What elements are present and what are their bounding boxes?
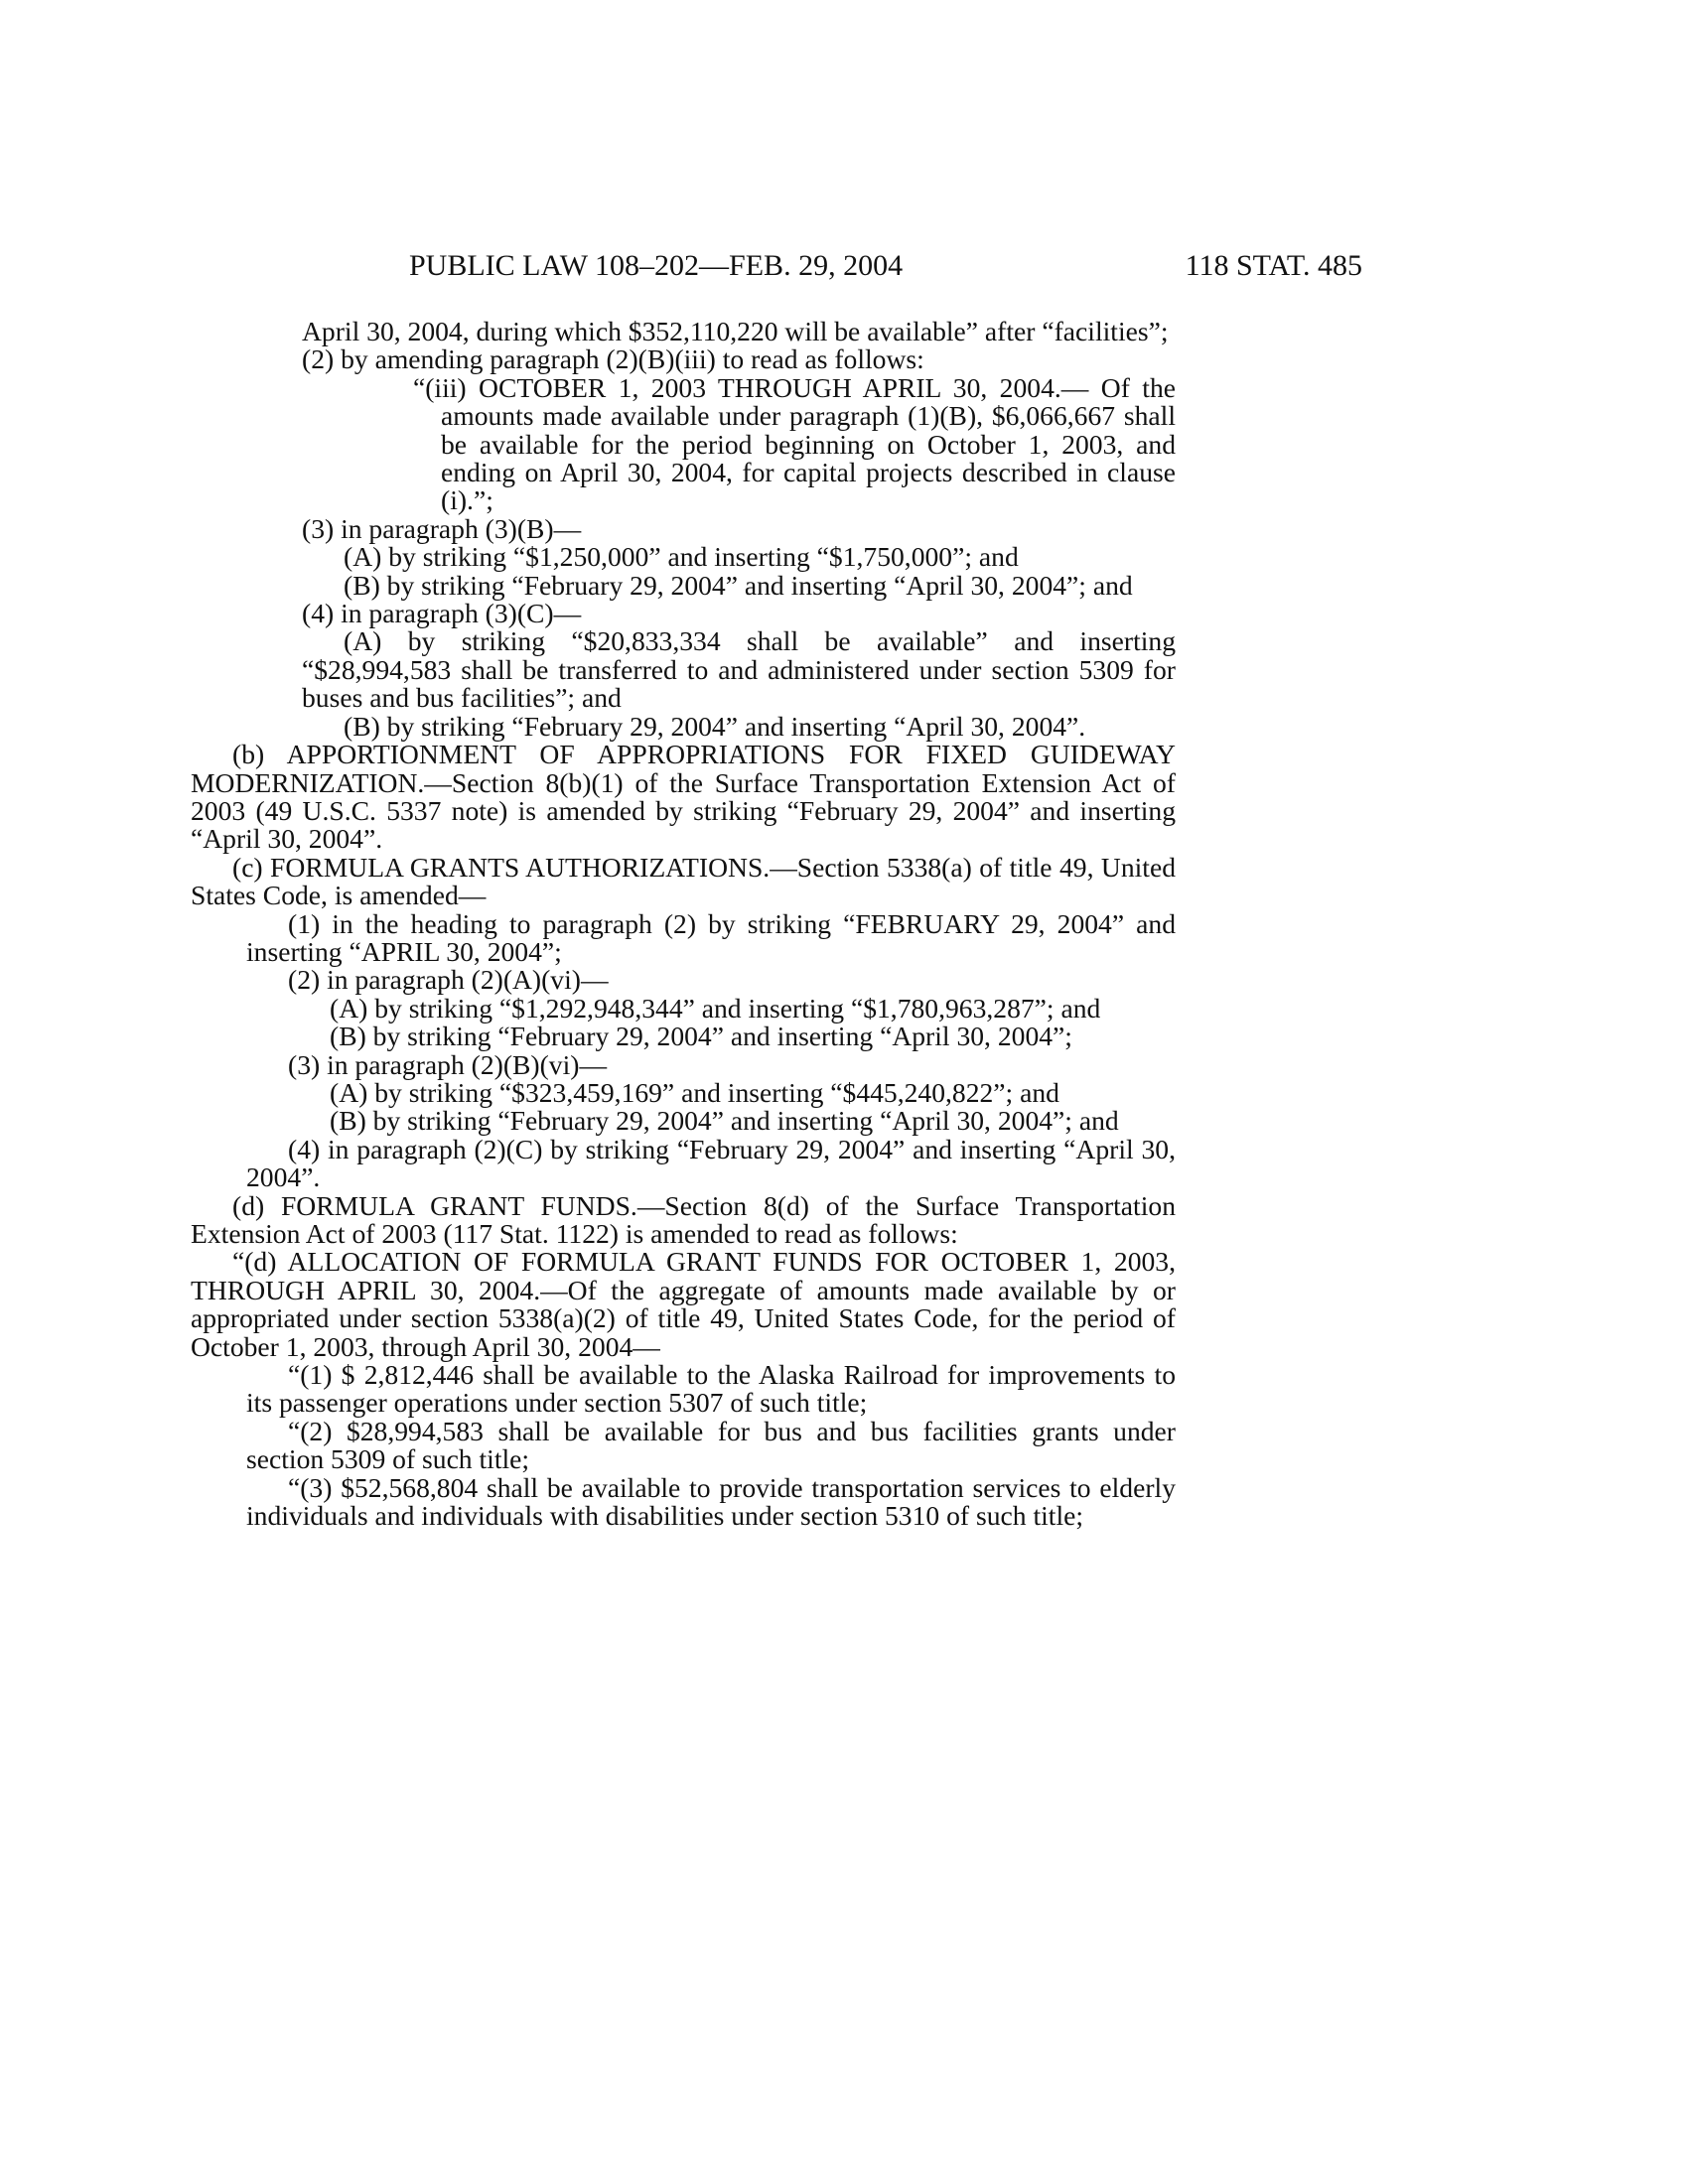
paragraph: (A) by striking “$1,292,948,344” and inserting “$1,780,963,287”; and [330, 992, 1101, 1024]
running-header [409, 246, 1362, 286]
public-law-citation: PUBLIC LAW 108–202—FEB. 29, 2004 [409, 249, 904, 282]
paragraph: “(iii) OCTOBER 1, 2003 THROUGH APRIL 30, 2004.— Of the amounts made available under paragraph (1)(B), $6,066,667 shall be available for the period beginning on October 1, 2003, and ending on April 30, 2004, for capital projects described in clause (i).”; [413, 371, 1176, 516]
paragraph: (c) FORMULA GRANTS AUTHORIZATIONS.—Section 5338(a) of title 49, United States Code, is amended— [191, 851, 1176, 911]
paragraph: “(2) $28,994,583 shall be available for bus and bus facilities grants under section 5309 of such title; [246, 1415, 1176, 1475]
paragraph: “(3) $52,568,804 shall be available to provide transportation services to elderly individuals and individuals with disabilities under section 5310 of such title; [246, 1471, 1176, 1532]
statute-page-number: 118 STAT. 485 [1185, 249, 1362, 282]
paragraph: (3) in paragraph (2)(B)(vi)— [288, 1048, 608, 1080]
paragraph: (3) in paragraph (3)(B)— [302, 512, 582, 544]
paragraph: (B) by striking “February 29, 2004” and inserting “April 30, 2004”. [344, 710, 1086, 742]
paragraph: (A) by striking “$20,833,334 shall be available” and inserting “$28,994,583 shall be transferred to and administered under section 5309 for buses and bus facilities”; and [302, 625, 1176, 714]
paragraph: (B) by striking “February 29, 2004” and inserting “April 30, 2004”; [330, 1021, 1072, 1052]
paragraph: (A) by striking “$1,250,000” and inserting “$1,750,000”; and [344, 541, 1019, 573]
document-body [191, 316, 1176, 1532]
paragraph: (d) FORMULA GRANT FUNDS.—Section 8(d) of the Surface Transportation Extension Act of 2003 (117 Stat. 1122) is amended to read as follows: [191, 1189, 1176, 1249]
paragraph: April 30, 2004, during which $352,110,220 will be available” after “facilities”; [302, 316, 1169, 346]
paragraph: “(d) ALLOCATION OF FORMULA GRANT FUNDS FOR OCTOBER 1, 2003, THROUGH APRIL 30, 2004.—Of the aggregate of amounts made available by or appropriated under section 5338(a)(2) of title 49, United States Code, for the period of October 1, 2003, through April 30, 2004— [191, 1246, 1176, 1362]
paragraph: (b) APPORTIONMENT OF APPROPRIATIONS FOR FIXED GUIDEWAY MODERNIZATION.—Section 8(b)(1) of the Surface Transportation Extension Act of 2003 (49 U.S.C. 5337 note) is amended by striking “February 29, 2004” and inserting “April 30, 2004”. [191, 739, 1176, 855]
paragraph: (4) in paragraph (3)(C)— [302, 598, 582, 629]
paragraph: (2) in paragraph (2)(A)(vi)— [288, 964, 609, 996]
paragraph: (2) by amending paragraph (2)(B)(iii) to read as follows: [302, 343, 924, 375]
paragraph: (1) in the heading to paragraph (2) by striking “FEBRUARY 29, 2004” and inserting “APRIL 30, 2004”; [246, 907, 1176, 967]
paragraph: (4) in paragraph (2)(C) by striking “February 29, 2004” and inserting “April 30, 2004”. [246, 1133, 1176, 1193]
paragraph: (A) by striking “$323,459,169” and inserting “$445,240,822”; and [330, 1076, 1059, 1108]
paragraph: (B) by striking “February 29, 2004” and inserting “April 30, 2004”; and [330, 1105, 1119, 1137]
paragraph: “(1) $ 2,812,446 shall be available to the Alaska Railroad for improvements to its passenger operations under section 5307 of such title; [246, 1359, 1176, 1419]
paragraph: (B) by striking “February 29, 2004” and inserting “April 30, 2004”; and [344, 569, 1133, 601]
